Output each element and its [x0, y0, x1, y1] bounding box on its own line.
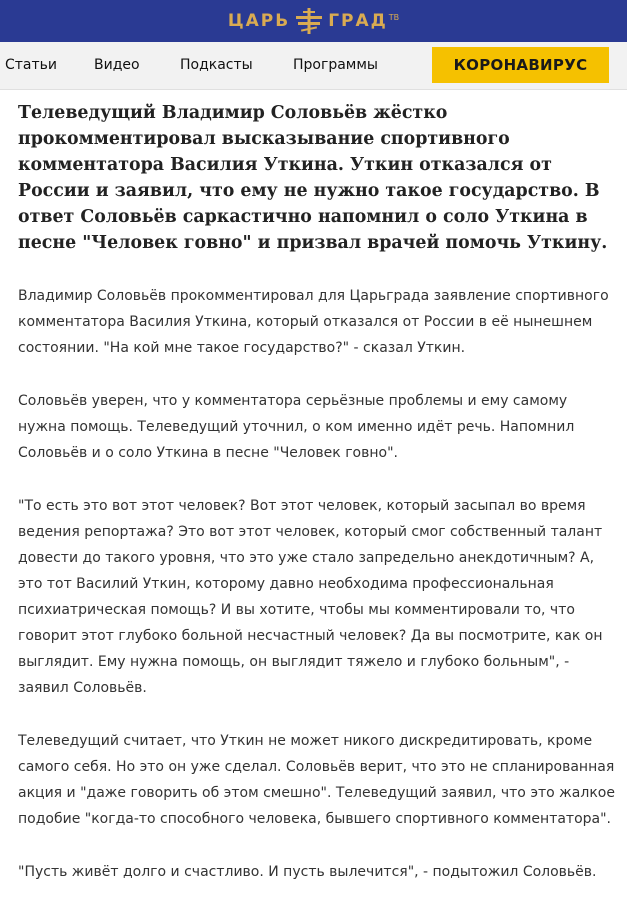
- article-paragraph: "То есть это вот этот человек? Вот этот человек, который засыпал во время ведения репортажа? Это вот этот человек, который смог собственный талант довести до такого уровня, что это уже стало запредельно анекдотичным? А, это тот Василий Уткин, которому давно необходима профессиональная психиатрическая помощь? И вы хотите, чтобы мы комментировали то, что говорит этот глубоко больной несчастный человек? Да вы посмотрите, как он выглядит. Ему нужна помощь, он выглядит тяжело и глубоко больным", - заявил Соловьёв.: [18, 498, 603, 696]
- logo-tv-suffix: ТВ: [388, 12, 400, 22]
- nav-item-programs[interactable]: Программы: [293, 57, 378, 73]
- article-lead: Телеведущий Владимир Соловьёв жёстко прокомментировал высказывание спортивного комментатора Василия Уткина. Уткин отказался от России и заявил, что ему не нужно такое государство. В ответ Соловьёв саркастично напомнил о соло Уткина в песне "Человек говно" и призвал врачей помочь Уткину.: [18, 103, 608, 253]
- article-paragraph: Владимир Соловьёв прокомментировал для Царьграда заявление спортивного комментатора Василия Уткина, который отказался от России в её нынешнем состоянии. "На кой мне такое государство?" - сказал Уткин.: [18, 288, 609, 356]
- article-paragraph: Соловьёв уверен, что у комментатора серьёзные проблемы и ему самому нужна помощь. Телеведущий уточнил, о ком именно идёт речь. Напомнил Соловьёв и о соло Уткина в песне "Человек говно".: [18, 393, 575, 461]
- nav-item-podcasts[interactable]: Подкасты: [180, 57, 253, 73]
- logo-word-right: ГРАД: [328, 11, 388, 31]
- article-paragraph: Телеведущий считает, что Уткин не может никого дискредитировать, кроме самого себя. Но это он уже сделал. Соловьёв верит, что это не спланированная акция и "даже говорить об этом смешно". Телеведущий заявил, что это жалкое подобие "когда-то способного человека, бывшего спортивного комментатора".: [18, 733, 615, 827]
- site-logo[interactable]: [0, 0, 627, 42]
- logo-word-left: ЦАРЬ: [227, 11, 291, 31]
- nav-item-articles[interactable]: Статьи: [5, 57, 58, 73]
- site-header: [0, 0, 627, 42]
- article-body: [18, 100, 618, 885]
- main-nav: [0, 42, 627, 90]
- nav-item-video[interactable]: Видео: [94, 57, 140, 73]
- orthodox-cross-icon: [295, 7, 323, 35]
- article-paragraph: "Пусть живёт долго и счастливо. И пусть вылечится", - подытожил Соловьёв.: [18, 864, 597, 880]
- nav-item-coronavirus[interactable]: КОРОНАВИРУС: [432, 47, 609, 83]
